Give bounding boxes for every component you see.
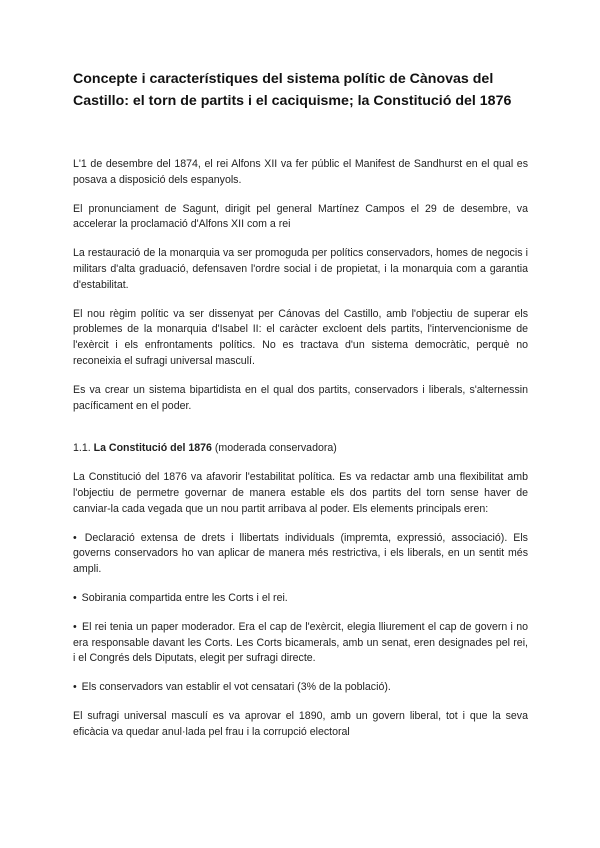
bullet-text: El rei tenia un paper moderador. Era el cap de l'exèrcit, elegia lliurement el cap de govern i no era responsable davant les Corts. Les Corts bicamerals, amb un senat, eren designades pel rei, i el Congrés dels Diputats, elegit per sufragi directe. [73, 620, 528, 665]
section-heading [73, 441, 528, 457]
bullet-text: Els conservadors van establir el vot censatari (3% de la població). [81, 681, 391, 694]
section-subtitle: (moderada conservadora) [214, 442, 337, 455]
paragraph-restauracio: La restauració de la monarquia va ser promoguda per polítics conservadors, homes de negocis i militars d'alta graduació, defensaven l'ordre social i de propietat, i la monarquia com a garantia d'estabilitat. [73, 247, 528, 291]
bullet-icon: • [73, 681, 77, 694]
paragraph-constitucio-intro: La Constitució del 1876 va afavorir l'estabilitat política. Es va redactar amb una flexibilitat amb l'objectiu de permetre governar de manera estable els dos partits del torn sense haver de canviar-la cada vegada que un nou partit arribava al poder. Els elements principals eren: [73, 471, 528, 515]
section-number: 1.1. [73, 442, 91, 455]
bullet-icon: • [73, 531, 77, 544]
bullet-item [73, 680, 528, 696]
paragraph-nou-regim: El nou règim polític va ser dissenyat per Cánovas del Castillo, amb l'objectiu de superar els problemes de la monarquia d'Isabel II: el caràcter excloent dels partits, l'intervencionisme de l'exèrcit i els enfrontaments polítics. No es tractava d'un sistema democràtic, perquè no reconeixia el sufragi universal masculí. [73, 307, 528, 367]
bullet-item [73, 620, 528, 667]
document-page [73, 68, 528, 741]
bullet-item [73, 591, 528, 607]
bullet-icon: • [73, 591, 77, 604]
paragraph-sufragi-universal: El sufragi universal masculí es va aprovar el 1890, amb un govern liberal, tot i que la seva eficàcia va quedar anul·lada pel frau i la corrupció electoral [73, 709, 528, 738]
section-title: La Constitució del 1876 [93, 442, 212, 455]
paragraph-bipartidisme: Es va crear un sistema bipartidista en el qual dos partits, conservadors i liberals, s'alternessin pacíficament en el poder. [73, 383, 528, 412]
document-title: Concepte i característiques del sistema polític de Cànovas del Castillo: el torn de partits i el caciquisme; la Constitució del 1876 [73, 71, 512, 109]
paragraph-sagunt: El pronunciament de Sagunt, dirigit pel general Martínez Campos el 29 de desembre, va accelerar la proclamació d'Alfons XII com a rei [73, 202, 528, 231]
bullet-text: Declaració extensa de drets i llibertats individuals (impremta, expressió, associació). Els governs conservadors ho van aplicar de manera més restrictiva, i els liberals, en un sentit més ampli. [73, 531, 528, 576]
bullet-icon: • [73, 620, 77, 633]
bullet-item [73, 531, 528, 578]
bullet-text: Sobirania compartida entre les Corts i el rei. [81, 591, 288, 604]
paragraph-manifest: L'1 de desembre del 1874, el rei Alfons XII va fer públic el Manifest de Sandhurst en el qual es posava a disposició dels espanyols. [73, 158, 528, 186]
